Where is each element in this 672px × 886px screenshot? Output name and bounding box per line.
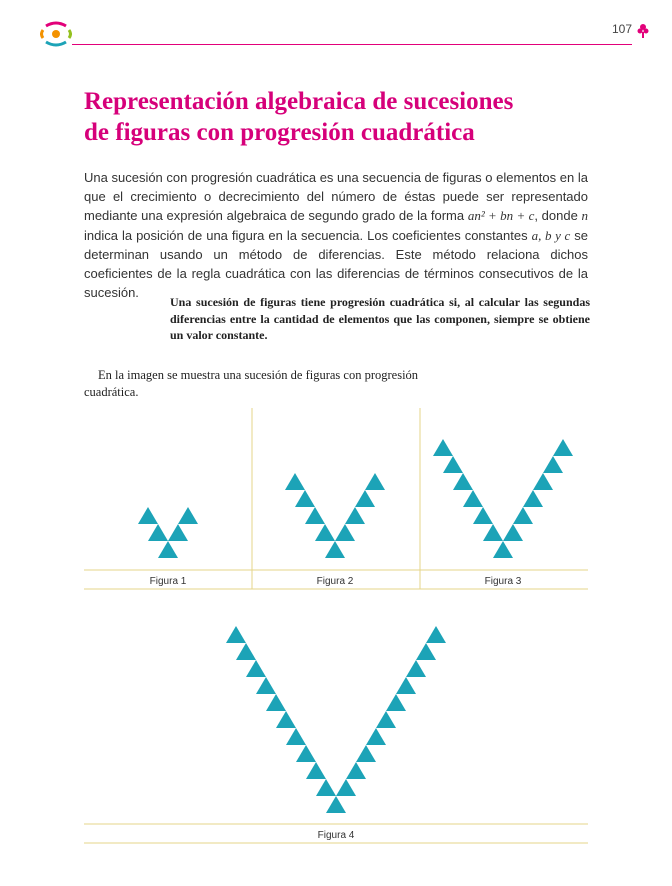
page-title — [84, 86, 624, 148]
triangle-element — [345, 507, 365, 524]
formula: an² + bn + c — [467, 208, 535, 224]
triangle-element — [325, 541, 345, 558]
triangle-element — [523, 490, 543, 507]
triangle-element — [386, 694, 406, 711]
triangle-element — [503, 524, 523, 541]
triangle-element — [426, 626, 446, 643]
triangle-element — [178, 507, 198, 524]
figure-intro-text: En la imagen se muestra una sucesión de figuras con progresión cuadrática. — [84, 368, 419, 399]
figure-label: Figura 3 — [484, 576, 522, 587]
figure-label: Figura 4 — [317, 830, 355, 841]
intro-text-4: se determinan usando un método de diferencias. Este método relaciona dichos coeficientes de la regla cuadrática con las diferencias de términos consecutivos de la sucesión. — [84, 227, 588, 301]
triangle-element — [226, 626, 246, 643]
coefficients: a, b y c — [531, 227, 571, 243]
triangle-element — [366, 728, 386, 745]
intro-text-3: indica la posición de una figura en la secuencia. Los coeficientes constantes — [84, 227, 532, 243]
triangle-element — [335, 524, 355, 541]
sun-logo-icon — [40, 20, 72, 48]
triangle-element — [396, 677, 416, 694]
triangle-element — [336, 779, 356, 796]
triangle-element — [463, 490, 483, 507]
triangle-element — [346, 762, 366, 779]
triangle-element — [483, 524, 503, 541]
triangle-element — [158, 541, 178, 558]
intro-text-2: , donde — [534, 208, 582, 224]
triangle-element — [406, 660, 426, 677]
header-rule — [72, 44, 632, 45]
page-number: 107 — [612, 22, 633, 36]
triangle-element — [305, 507, 325, 524]
triangle-element — [416, 643, 436, 660]
intro-text-1: Una sucesión con progresión cuadrática es una secuencia de figuras o elementos en la que el crecimiento o decrecimiento del número de éstas puede ser representado mediante una expresión algebraica de segundo grado de la forma — [84, 170, 588, 224]
figure-label: Figura 1 — [149, 576, 187, 587]
triangle-element — [246, 660, 266, 677]
triangle-element — [473, 507, 493, 524]
triangle-element — [376, 711, 396, 728]
variable-n: n — [581, 208, 588, 224]
triangle-element — [453, 473, 473, 490]
title-line-1: Representación algebraica de sucesiones — [84, 88, 514, 115]
triangle-element — [306, 762, 326, 779]
triangle-element — [365, 473, 385, 490]
triangle-element — [326, 796, 346, 813]
triangle-element — [138, 507, 158, 524]
intro-paragraph — [84, 168, 588, 302]
triangle-element — [168, 524, 188, 541]
triangle-element — [256, 677, 276, 694]
triangle-element — [286, 728, 306, 745]
triangle-element — [553, 439, 573, 456]
triangle-element — [433, 439, 453, 456]
triangle-element — [266, 694, 286, 711]
triangle-element — [493, 541, 513, 558]
definition-box: Una sucesión de figuras tiene progresión cuadrática si, al calcular las segundas diferencias entre la cantidad de elementos que las componen, siempre se obtiene un valor constante. — [170, 295, 590, 342]
triangle-element — [296, 745, 316, 762]
triangle-element — [513, 507, 533, 524]
triangle-element — [443, 456, 463, 473]
decorative-flower-icon — [636, 22, 650, 38]
triangle-element — [543, 456, 563, 473]
triangle-element — [276, 711, 296, 728]
triangle-element — [533, 473, 553, 490]
triangle-element — [285, 473, 305, 490]
triangle-element — [148, 524, 168, 541]
triangle-element — [356, 745, 376, 762]
title-line-2: de figuras con progresión cuadrática — [84, 119, 475, 146]
triangle-element — [315, 524, 335, 541]
triangle-element — [236, 643, 256, 660]
triangle-element — [355, 490, 375, 507]
triangle-element — [316, 779, 336, 796]
triangle-element — [295, 490, 315, 507]
figure-label: Figura 2 — [316, 576, 354, 587]
